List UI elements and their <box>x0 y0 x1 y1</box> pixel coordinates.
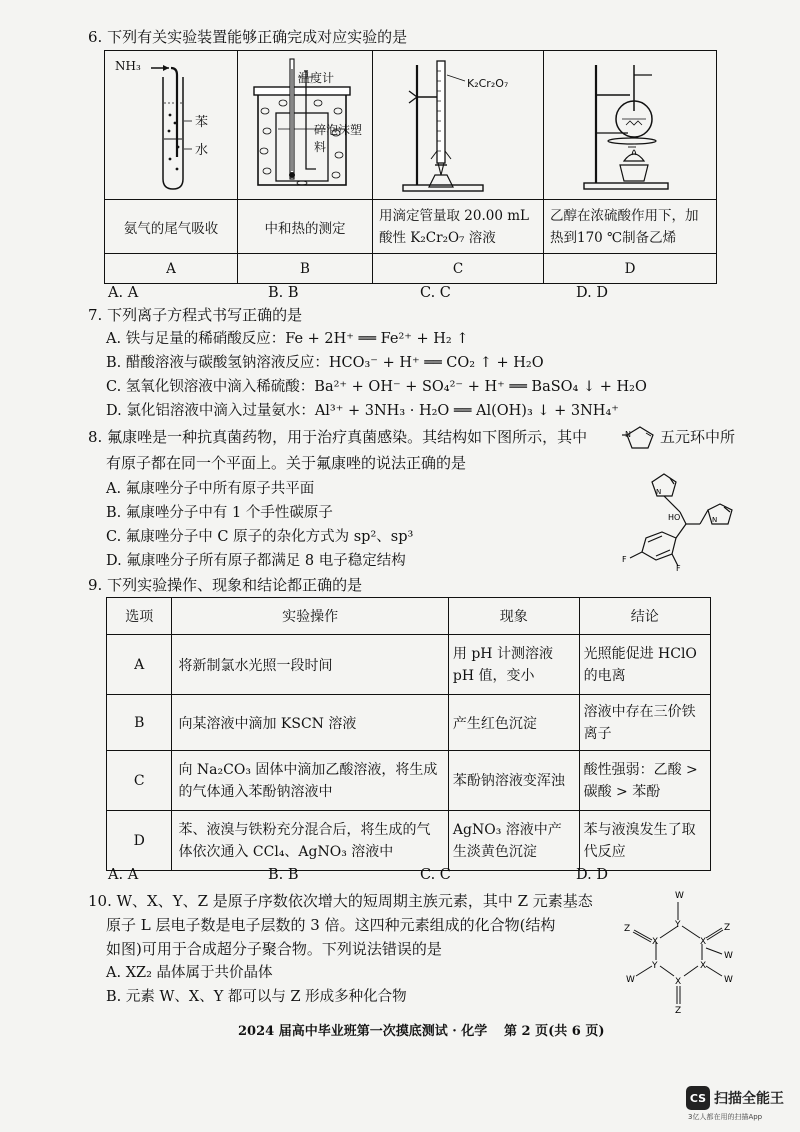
q10-atom-z2: Z <box>724 923 731 933</box>
q9-choice-c: C. C <box>420 867 451 883</box>
q6-choice-c: C. C <box>420 285 451 301</box>
q10-option-b: B. 元素 W、X、Y 都可以与 Z 形成多种化合物 <box>106 989 407 1005</box>
q6-letter-a: A <box>105 254 238 284</box>
q9-header-phenomenon: 现象 <box>448 598 579 635</box>
q7-option-d: D. 氯化铝溶液中滴入过量氨水：Al³⁺ + 3NH₃ · H₂O ══ Al(OH)₃ ↓ + 3NH₄⁺ <box>106 403 619 419</box>
q10-ring-structure <box>618 880 748 1018</box>
q10-option-a: A. XZ₂ 晶体属于共价晶体 <box>106 965 273 981</box>
q9-row-c-conclusion: 酸性强弱：乙酸 > 碳酸 > 苯酚 <box>579 751 710 811</box>
q7-option-c: C. 氢氧化钡溶液中滴入稀硫酸：Ba²⁺ + OH⁻ + SO₄²⁻ + H⁺ ══ BaSO₄ ↓ + H₂O <box>106 379 647 395</box>
q6-figure-c <box>373 51 544 200</box>
q10-atom-y1: Y <box>675 920 681 930</box>
q10-atom-x2: X <box>700 937 707 947</box>
water-label: 水 <box>195 143 209 158</box>
q6-desc-b: 中和热的测定 <box>238 200 373 254</box>
q8-option-c: C. 氟康唑分子中 C 原子的杂化方式为 sp²、sp³ <box>106 529 414 545</box>
q9-choice-a: A. A <box>108 867 139 883</box>
q10-atom-y2: Y <box>652 961 658 971</box>
table-row <box>107 635 711 695</box>
q9-row-b-option: B <box>107 695 172 751</box>
q10-atom-x3: X <box>700 961 707 971</box>
q6-stem: 6. 下列有关实验装置能够正确完成对应实验的是 <box>88 28 408 46</box>
q7-stem: 7. 下列离子方程式书写正确的是 <box>88 306 303 324</box>
q10-atom-z1: Z <box>624 924 631 934</box>
thermometer-label: 温度计 <box>298 71 335 85</box>
q8-stem-line2: 有原子都在同一个平面上。关于氟康唑的说法正确的是 <box>106 454 467 472</box>
q10-line3: 如图)可用于合成超分子聚合物。下列说法错误的是 <box>106 940 442 958</box>
q10-atom-w4: W <box>724 975 733 985</box>
q9-choice-d: D. D <box>576 867 608 883</box>
q7-option-b: B. 醋酸溶液与碳酸氢钠溶液反应：HCO₃⁻ + H⁺ ══ CO₂ ↑ + H₂O <box>106 355 544 371</box>
q9-row-d-phenomenon: AgNO₃ 溶液中产生淡黄色沉淀 <box>448 811 579 871</box>
q8-option-d: D. 氟康唑分子所有原子都满足 8 电子稳定结构 <box>106 553 406 569</box>
burette-apparatus <box>373 51 543 195</box>
footer-page: 第 2 页(共 6 页) <box>504 1024 605 1039</box>
q10-atom-w1: W <box>675 891 684 901</box>
q6-choice-a: A. A <box>108 285 139 301</box>
table-row <box>107 811 711 871</box>
table-row <box>107 751 711 811</box>
fluco-f2: F <box>676 564 681 572</box>
q9-choice-b: B. B <box>268 867 299 883</box>
q7-option-a: A. 铁与足量的稀硝酸反应：Fe + 2H⁺ ══ Fe²⁺ + H₂ ↑ <box>106 331 469 347</box>
q6-letter-c: C <box>373 254 544 284</box>
table-row <box>107 695 711 751</box>
benzene-label: 苯 <box>195 115 209 130</box>
q8-option-b: B. 氟康唑分子中有 1 个手性碳原子 <box>106 505 333 521</box>
q9-header-conclusion: 结论 <box>579 598 710 635</box>
q9-row-b-phenomenon: 产生红色沉淀 <box>448 695 579 751</box>
q6-choice-d: D. D <box>576 285 608 301</box>
q9-row-b-operation: 向某溶液中滴加 KSCN 溶液 <box>172 695 448 751</box>
q9-row-d-operation: 苯、液溴与铁粉充分混合后，将生成的气体依次通入 CCl₄、AgNO₃ 溶液中 <box>172 811 448 871</box>
watermark-name: 扫描全能王 <box>714 1091 784 1107</box>
q8-option-a: A. 氟康唑分子中所有原子共平面 <box>106 481 315 497</box>
q9-row-c-operation: 向 Na₂CO₃ 固体中滴加乙酸溶液，将生成的气体通入苯酚钠溶液中 <box>172 751 448 811</box>
q6-table <box>104 50 717 284</box>
q6-figure-b <box>238 51 373 200</box>
fluco-f1: F <box>622 555 627 564</box>
q10-atom-w2: W <box>724 951 733 961</box>
q9-header-operation: 实验操作 <box>172 598 448 635</box>
fluco-n1: N <box>656 488 662 496</box>
camscanner-logo-icon: CS <box>686 1086 710 1110</box>
q10-line1: 10. W、X、Y、Z 是原子序数依次增大的短周期主族元素，其中 Z 元素基态 <box>88 892 593 910</box>
q6-desc-d: 乙醇在浓硫酸作用下，加热到170 ℃制备乙烯 <box>544 200 717 254</box>
q9-row-a-operation: 将新制氯水光照一段时间 <box>172 635 448 695</box>
q9-row-a-option: A <box>107 635 172 695</box>
k2cr2o7-label: K₂Cr₂O₇ <box>467 77 509 90</box>
q6-letter-b: B <box>238 254 373 284</box>
q6-figure-a <box>105 51 238 200</box>
q6-figure-d <box>544 51 717 200</box>
q9-row-d-option: D <box>107 811 172 871</box>
q6-desc-c: 用滴定管量取 20.00 mL 酸性 K₂Cr₂O₇ 溶液 <box>373 200 544 254</box>
q9-stem: 9. 下列实验操作、现象和结论都正确的是 <box>88 576 363 594</box>
q10-atom-x1: X <box>652 937 659 947</box>
q9-row-b-conclusion: 溶液中存在三价铁离子 <box>579 695 710 751</box>
ethylene-apparatus <box>544 51 716 195</box>
q6-choice-b: B. B <box>268 285 299 301</box>
q9-table <box>106 597 711 871</box>
watermark-subtitle: 3亿人都在用的扫描App <box>688 1113 763 1121</box>
q9-row-a-conclusion: 光照能促进 HClO 的电离 <box>579 635 710 695</box>
q10-atom-w3: W <box>626 975 635 985</box>
q8-stem-line1a: 8. 氟康唑是一种抗真菌药物，用于治疗真菌感染。其结构如下图所示，其中 <box>88 428 588 446</box>
q6-desc-a: 氨气的尾气吸收 <box>105 200 238 254</box>
fluco-ho: HO <box>668 513 681 522</box>
triazole-n-label: N <box>625 430 631 439</box>
q9-row-c-phenomenon: 苯酚钠溶液变浑浊 <box>448 751 579 811</box>
fluco-n2: N <box>712 516 718 524</box>
foam-label: 碎泡沫塑料 <box>314 123 363 154</box>
footer-title: 2024 届高中毕业班第一次摸底测试 · 化学 <box>238 1024 488 1039</box>
q10-line2: 原子 L 层电子数是电子层数的 3 倍。这四种元素组成的化合物(结构 <box>106 916 556 934</box>
q9-row-c-option: C <box>107 751 172 811</box>
fluconazole-structure <box>600 470 750 572</box>
q9-row-a-phenomenon: 用 pH 计测溶液 pH 值，变小 <box>448 635 579 695</box>
q10-atom-z3: Z <box>675 1006 682 1016</box>
q10-atom-x4: X <box>675 977 682 987</box>
q9-row-d-conclusion: 苯与液溴发生了取代反应 <box>579 811 710 871</box>
q9-header-option: 选项 <box>107 598 172 635</box>
q6-letter-d: D <box>544 254 717 284</box>
q8-stem-line1b: 五元环中所 <box>660 428 736 446</box>
nh3-label: NH₃ <box>115 59 141 73</box>
